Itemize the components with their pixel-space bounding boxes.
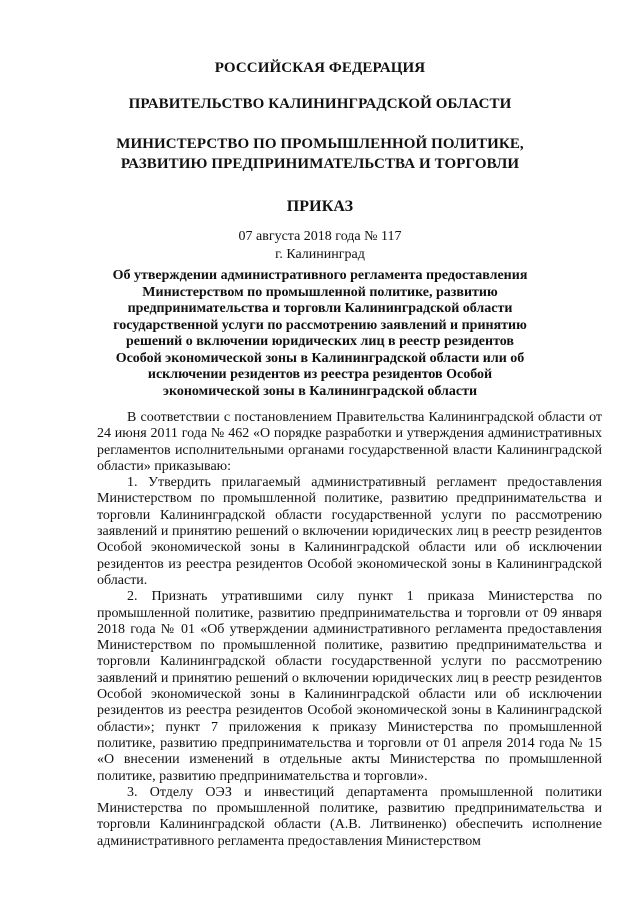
body-paragraph-preamble: В соответствии с постановлением Правительства Калининградской области от 24 июня 2011 года № 462 «О порядке разработки и утверждения административных регламентов исполнительными органами государственной власти Калининградской области» приказываю:	[97, 410, 602, 474]
order-meta	[0, 228, 640, 264]
header-country: РОССИЙСКАЯ ФЕДЕРАЦИЯ	[214, 60, 426, 76]
date-number: 07 августа 2018 года № 117	[238, 229, 402, 244]
order-title: Об утверждении административного регламента предоставления Министерством по промышленной политике, развитию предпринимательства и торговли Калининградской области государственной услуги по рассмотрению заявлений и принятию решений о включении юридических лиц в реестр резидентов Особой экономической зоны в Калининградской области или об исключении резидентов из реестра резидентов Особой экономической зоны в Калининградской области	[112, 268, 528, 399]
header-ministry	[0, 134, 640, 174]
body-paragraph-1: 1. Утвердить прилагаемый административный регламент предоставления Министерством по промышленной политике, развитию предпринимательства и торговли Калининградской области государственной услуги по рассмотрению заявлений и принятию решений о включении юридических лиц в реестр резидентов Особой экономической зоны в Калининградской области или об исключении резидентов из реестра резидентов Особой экономической зоны в Калининградской области.	[97, 475, 602, 588]
city: г. Калининград	[275, 247, 365, 262]
header-ministry-line1: МИНИСТЕРСТВО ПО ПРОМЫШЛЕННОЙ ПОЛИТИКЕ,	[116, 136, 524, 152]
header-ministry-line2: РАЗВИТИЮ ПРЕДПРИНИМАТЕЛЬСТВА И ТОРГОВЛИ	[120, 156, 520, 172]
order-body	[97, 410, 602, 850]
body-paragraph-3: 3. Отделу ОЭЗ и инвестиций департамента промышленной политики Министерства по промышленной политике, развитию предпринимательства и торговли Калининградской области (А.В. Литвиненко) обеспечить исполнение административного регламента предоставления Министерством	[97, 784, 602, 849]
body-paragraph-2: 2. Признать утратившими силу пункт 1 приказа Министерства по промышленной политике, развитию предпринимательства и торговли от 09 января 2018 года № 01 «Об утверждении административного регламента предоставления Министерством по промышленной политике, развитию предпринимательства и торговли Калининградской области государственной услуги по рассмотрению заявлений и принятию решений о включении юридических лиц в реестр резидентов Особой экономической зоны в Калининградской области или об исключении резидентов из реестра резидентов Особой экономической зоны в Калининградской области»; пункт 7 приложения к приказу Министерства по промышленной политике, развитию предпринимательства и торговли от 01 апреля 2014 года № 15 «О внесении изменений в отдельные акты Министерства по промышленной политике, развитию предпринимательства и торговли».	[97, 589, 602, 784]
header-government: ПРАВИТЕЛЬСТВО КАЛИНИНГРАДСКОЙ ОБЛАСТИ	[128, 96, 512, 112]
doc-type-heading: ПРИКАЗ	[286, 198, 354, 215]
